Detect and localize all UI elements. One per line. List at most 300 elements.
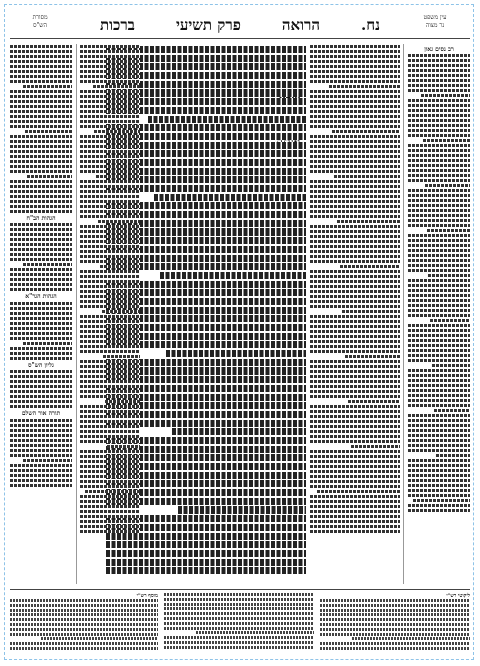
text-line [310, 215, 400, 218]
text-line [85, 490, 140, 493]
text-line [408, 399, 470, 402]
text-line [80, 55, 140, 58]
text-line [310, 405, 400, 408]
text-line [408, 379, 470, 382]
text-line [310, 240, 400, 243]
shas-title: הש"ס [33, 22, 47, 29]
text-line [10, 347, 72, 350]
text-line [310, 75, 400, 78]
text-line [310, 65, 400, 68]
text-line [408, 104, 470, 107]
header-rule [10, 38, 470, 39]
text-line [80, 105, 140, 108]
text-line [408, 79, 470, 82]
text-line [310, 250, 400, 253]
text-line [408, 174, 470, 177]
page-footer [10, 589, 470, 656]
text-line [164, 607, 314, 610]
text-line [408, 309, 470, 312]
text-line [310, 305, 400, 308]
text-line [196, 631, 315, 634]
text-line [310, 530, 400, 533]
text-line [408, 474, 470, 477]
text-line [408, 344, 470, 347]
ein-mishpat-title: עין משפט [423, 14, 447, 21]
bach-heading: הגהות הב"ח [26, 215, 56, 222]
text-line [10, 357, 72, 360]
text-line [41, 637, 158, 640]
text-line [320, 604, 470, 607]
text-line [164, 622, 314, 625]
text-line [408, 244, 470, 247]
text-line [310, 520, 400, 523]
text-line [80, 420, 140, 423]
text-line [80, 335, 140, 338]
text-line [408, 289, 470, 292]
text-line [80, 125, 140, 128]
text-line [80, 150, 140, 153]
text-line [80, 70, 140, 73]
text-line [80, 530, 140, 533]
text-line [10, 180, 72, 183]
text-line [408, 249, 470, 252]
text-line [10, 253, 72, 256]
text-line [10, 145, 72, 148]
text-line [27, 175, 72, 178]
text-line [80, 380, 140, 383]
text-line [310, 80, 400, 83]
text-line [10, 150, 72, 153]
text-line [408, 389, 470, 392]
text-line [10, 469, 72, 472]
text-line [310, 95, 400, 98]
text-line [320, 628, 470, 631]
text-line [164, 627, 314, 630]
text-line [80, 495, 140, 498]
text-line [80, 245, 140, 248]
text-line [80, 170, 140, 173]
text-line [310, 155, 400, 158]
text-line [10, 618, 158, 621]
text-line [80, 50, 140, 53]
text-line [310, 320, 400, 323]
text-line [10, 633, 158, 636]
text-line [10, 105, 72, 108]
text-line [10, 464, 72, 467]
text-line [10, 419, 72, 422]
text-line [10, 439, 72, 442]
text-line [10, 170, 72, 173]
text-line [408, 114, 470, 117]
text-line [310, 120, 400, 123]
text-line [10, 100, 72, 103]
text-line [408, 444, 470, 447]
text-line [432, 364, 470, 367]
text-line [80, 405, 140, 408]
text-line [310, 440, 400, 443]
text-line [408, 54, 470, 57]
text-line [310, 375, 400, 378]
text-line [154, 194, 306, 201]
text-line [10, 454, 72, 457]
text-line [80, 115, 140, 118]
text-line [10, 429, 72, 432]
text-line [310, 270, 400, 273]
talmud-page [10, 10, 470, 656]
text-line [80, 510, 140, 513]
text-line [408, 314, 470, 317]
text-line [320, 609, 470, 612]
text-line [23, 85, 72, 88]
tractate-name: ברכות [100, 16, 135, 34]
text-line [427, 229, 470, 232]
left-margin-text [10, 45, 72, 213]
text-line [80, 280, 140, 283]
text-line [408, 269, 470, 272]
text-line [80, 230, 140, 233]
text-line [105, 400, 140, 403]
text-line [10, 50, 72, 53]
masoret-title: מסורת [32, 14, 48, 21]
text-line [310, 345, 400, 348]
text-line [408, 494, 470, 497]
text-line [23, 263, 72, 266]
text-line [10, 210, 72, 213]
text-line [408, 234, 470, 237]
text-line [80, 385, 140, 388]
text-line [408, 504, 470, 507]
text-line [310, 165, 400, 168]
text-line [10, 95, 72, 98]
text-line [408, 369, 470, 372]
text-line [80, 80, 140, 83]
text-line [340, 265, 400, 268]
text-line [310, 415, 400, 418]
text-line [320, 623, 470, 626]
text-line [10, 60, 72, 63]
text-line [80, 185, 140, 188]
right-margin-text [408, 54, 470, 512]
text-line [337, 220, 400, 223]
text-line [421, 94, 470, 97]
text-line [172, 428, 306, 435]
text-line [310, 365, 400, 368]
text-line [10, 258, 72, 261]
text-line [10, 140, 72, 143]
text-line [10, 647, 158, 650]
text-line [80, 210, 140, 213]
text-line [408, 224, 470, 227]
text-line [310, 145, 400, 148]
text-line [160, 272, 306, 279]
text-line [10, 110, 72, 113]
text-line [10, 200, 72, 203]
text-line [80, 305, 140, 308]
text-line [23, 459, 72, 462]
text-line [320, 633, 470, 636]
text-line [310, 160, 400, 163]
text-line [10, 185, 72, 188]
text-line [164, 636, 314, 639]
text-line [93, 85, 140, 88]
text-line [80, 270, 140, 273]
text-line [434, 409, 470, 412]
text-line [310, 300, 400, 303]
text-line [408, 394, 470, 397]
text-line [10, 55, 72, 58]
text-line [10, 80, 72, 83]
text-line [80, 325, 140, 328]
text-line [332, 130, 400, 133]
text-line [10, 205, 72, 208]
text-line [10, 444, 72, 447]
text-line [10, 238, 72, 241]
text-line [80, 410, 140, 413]
text-line [408, 149, 470, 152]
text-line [408, 74, 470, 77]
text-line [310, 115, 400, 118]
text-line [80, 365, 140, 368]
text-line [408, 154, 470, 157]
text-line [408, 84, 470, 87]
text-line [80, 395, 140, 398]
text-line [10, 337, 72, 340]
text-line [80, 100, 140, 103]
text-line [80, 320, 140, 323]
right-margin-column [408, 44, 470, 584]
text-line [430, 319, 470, 322]
text-line [310, 70, 400, 73]
text-line [408, 434, 470, 437]
text-line [310, 390, 400, 393]
text-line [408, 329, 470, 332]
text-line [310, 55, 400, 58]
text-line [310, 500, 400, 503]
text-line [10, 233, 72, 236]
text-line [10, 65, 72, 68]
text-line [80, 205, 140, 208]
text-line [310, 195, 400, 198]
text-line [10, 405, 72, 408]
text-line [408, 384, 470, 387]
text-line [310, 435, 400, 438]
text-line [80, 45, 140, 48]
column-divider [76, 44, 77, 584]
text-line [310, 360, 400, 363]
text-line [310, 480, 400, 483]
text-line [10, 90, 72, 93]
text-line [10, 642, 158, 645]
text-line [320, 613, 470, 616]
text-line [408, 199, 470, 202]
text-line [80, 515, 140, 518]
torah-or-heading: תורה אור השלם [21, 410, 61, 418]
text-line [310, 380, 400, 383]
text-line [164, 617, 314, 620]
text-line [80, 60, 140, 63]
text-line [408, 509, 470, 512]
text-line [408, 254, 470, 257]
text-line [310, 50, 400, 53]
text-line [94, 130, 140, 133]
text-line [23, 342, 72, 345]
text-line [408, 179, 470, 182]
text-line [408, 264, 470, 267]
text-line [408, 489, 470, 492]
text-line [310, 275, 400, 278]
text-line [310, 295, 400, 298]
text-line [80, 415, 140, 418]
text-line [10, 375, 72, 378]
text-line [80, 375, 140, 378]
text-line [408, 459, 470, 462]
text-line [408, 204, 470, 207]
text-line [408, 169, 470, 172]
text-line [423, 139, 470, 142]
text-line [10, 302, 72, 305]
text-line [164, 646, 314, 649]
text-line [80, 480, 140, 483]
text-line [320, 647, 470, 650]
text-line [80, 425, 140, 428]
text-line [10, 190, 72, 193]
text-line [80, 485, 140, 488]
text-line [164, 641, 314, 644]
text-line [408, 124, 470, 127]
text-line [310, 150, 400, 153]
text-line [10, 307, 72, 310]
text-line [80, 285, 140, 288]
text-line [408, 339, 470, 342]
text-line [10, 484, 72, 487]
text-line [107, 445, 140, 448]
text-line [80, 290, 140, 293]
text-line [408, 144, 470, 147]
text-line [310, 105, 400, 108]
text-line [408, 484, 470, 487]
text-line [10, 449, 72, 452]
text-line [408, 59, 470, 62]
text-line [10, 273, 72, 276]
text-line [80, 225, 140, 228]
text-line [408, 279, 470, 282]
gilyon-text [10, 370, 72, 408]
text-line [310, 125, 400, 128]
text-line [408, 284, 470, 287]
folio-number: נח. [361, 16, 380, 34]
text-line [408, 359, 470, 362]
text-line [80, 190, 140, 193]
bach-text [10, 223, 72, 291]
text-line [310, 170, 400, 173]
ner-mitzvah-title: נר מצוה [425, 22, 445, 29]
text-line [10, 223, 72, 226]
text-line [164, 612, 314, 615]
text-line [310, 210, 400, 213]
torah-or-text [10, 419, 72, 487]
text-line [310, 60, 400, 63]
text-line [310, 395, 400, 398]
text-line [10, 599, 158, 602]
text-line [310, 515, 400, 518]
text-line [10, 623, 158, 626]
text-line [310, 455, 400, 458]
text-line [408, 334, 470, 337]
text-line [164, 603, 314, 606]
text-line [178, 506, 306, 513]
text-line [10, 380, 72, 383]
text-line [166, 350, 306, 357]
text-line [164, 598, 314, 601]
text-line [310, 340, 400, 343]
text-line [408, 194, 470, 197]
text-line [10, 45, 72, 48]
text-line [10, 613, 158, 616]
text-line [10, 395, 72, 398]
text-line [80, 525, 140, 528]
text-line [413, 499, 470, 502]
text-line [408, 299, 470, 302]
running-head [100, 16, 380, 35]
text-line [310, 475, 400, 478]
text-line [310, 45, 400, 48]
text-line [80, 235, 140, 238]
text-line [80, 95, 140, 98]
text-line [148, 116, 306, 123]
text-line [80, 75, 140, 78]
footer-right-block [320, 593, 470, 653]
text-line [10, 155, 72, 158]
text-line [408, 479, 470, 482]
text-line [10, 322, 72, 325]
text-line [10, 332, 72, 335]
tosafot-text [80, 45, 140, 533]
text-line [80, 500, 140, 503]
text-line [98, 220, 140, 223]
text-line [408, 189, 470, 192]
text-line [310, 460, 400, 463]
text-line [10, 120, 72, 123]
text-line [10, 327, 72, 330]
text-line [80, 120, 140, 123]
masoret-label [10, 14, 70, 30]
text-line [408, 424, 470, 427]
text-line [80, 340, 140, 343]
text-line [329, 85, 400, 88]
text-line [408, 464, 470, 467]
footer-middle-block [164, 593, 314, 653]
text-line [408, 259, 470, 262]
gilyon-heading: גליון הש"ס [28, 361, 54, 369]
text-line [317, 490, 400, 493]
text-line [80, 465, 140, 468]
text-line [408, 209, 470, 212]
text-line [310, 225, 400, 228]
text-line [310, 285, 400, 288]
chapter-name: הרואה [281, 16, 320, 34]
text-line [80, 140, 140, 143]
text-line [310, 90, 400, 93]
text-line [80, 255, 140, 258]
text-line [310, 335, 400, 338]
text-line [408, 219, 470, 222]
text-line [408, 349, 470, 352]
text-line [408, 414, 470, 417]
text-line [408, 159, 470, 162]
text-line [310, 255, 400, 258]
text-line [436, 454, 470, 457]
text-line [80, 315, 140, 318]
